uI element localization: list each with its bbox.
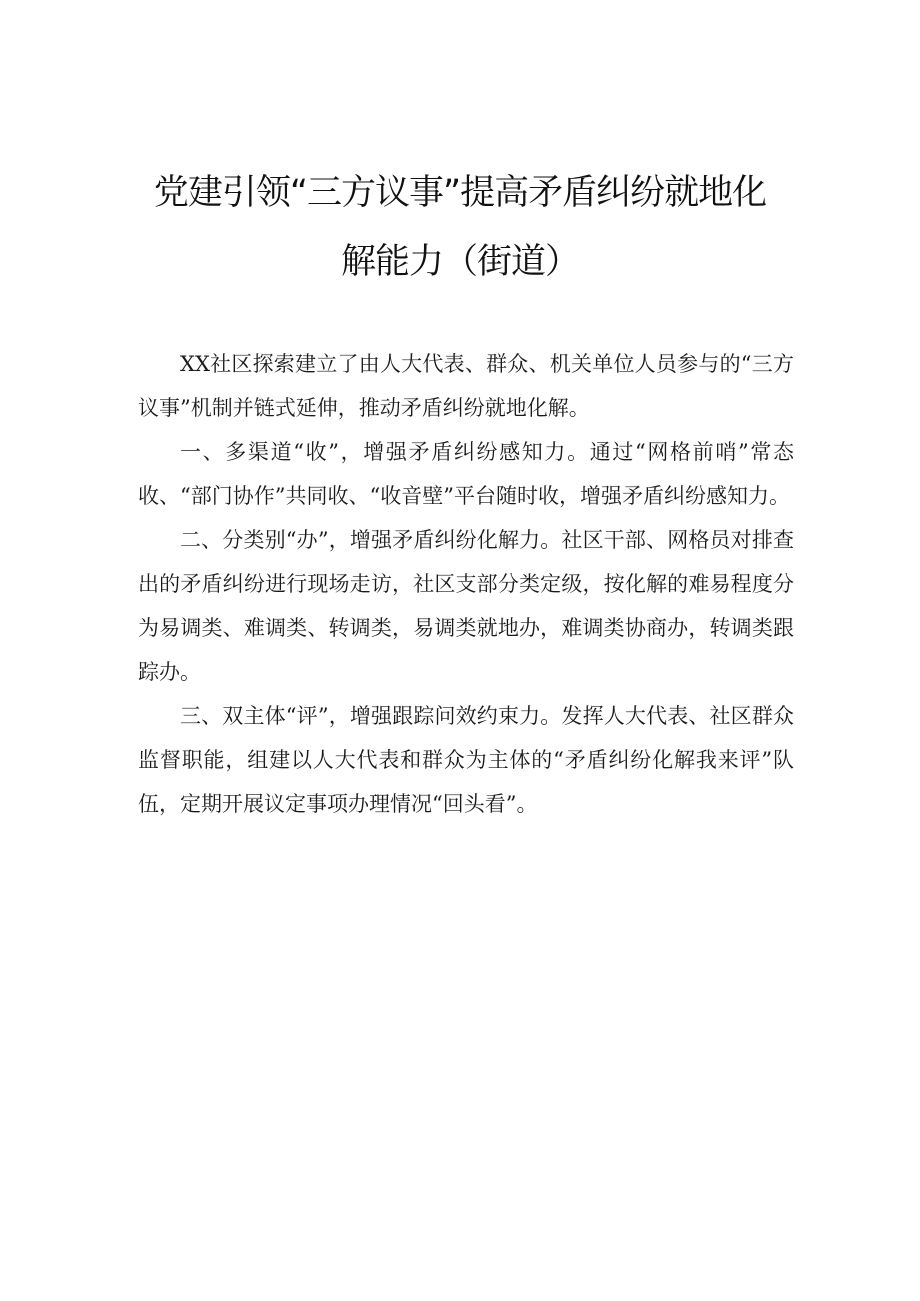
document-title-line-2: 解能力（街道） bbox=[340, 242, 579, 282]
document-body bbox=[138, 342, 794, 826]
paragraph-section-1: 一、多渠道“收”，增强矛盾纠纷感知力。通过“网格前哨”常态收、“部门协作”共同收、“收音壁”平台随时收，增强矛盾纠纷感知力。 bbox=[138, 440, 794, 508]
document-title-line-1: 党建引领“三方议事”提高矛盾纠纷就地化 bbox=[153, 173, 767, 213]
paragraph-intro: XX社区探索建立了由人大代表、群众、机关单位人员参与的“三方议事”机制并链式延伸，推动矛盾纠纷就地化解。 bbox=[138, 352, 794, 420]
paragraph-section-3: 三、双主体“评”，增强跟踪问效约束力。发挥人大代表、社区群众监督职能，组建以人大代表和群众为主体的“矛盾纠纷化解我来评”队伍，定期开展议定事项办理情况“回头看”。 bbox=[138, 704, 794, 816]
paragraph-section-2: 二、分类别“办”，增强矛盾纠纷化解力。社区干部、网格员对排查出的矛盾纠纷进行现场走访，社区支部分类定级，按化解的难易程度分为易调类、难调类、转调类，易调类就地办，难调类协商办，转调类跟踪办。 bbox=[138, 528, 794, 684]
